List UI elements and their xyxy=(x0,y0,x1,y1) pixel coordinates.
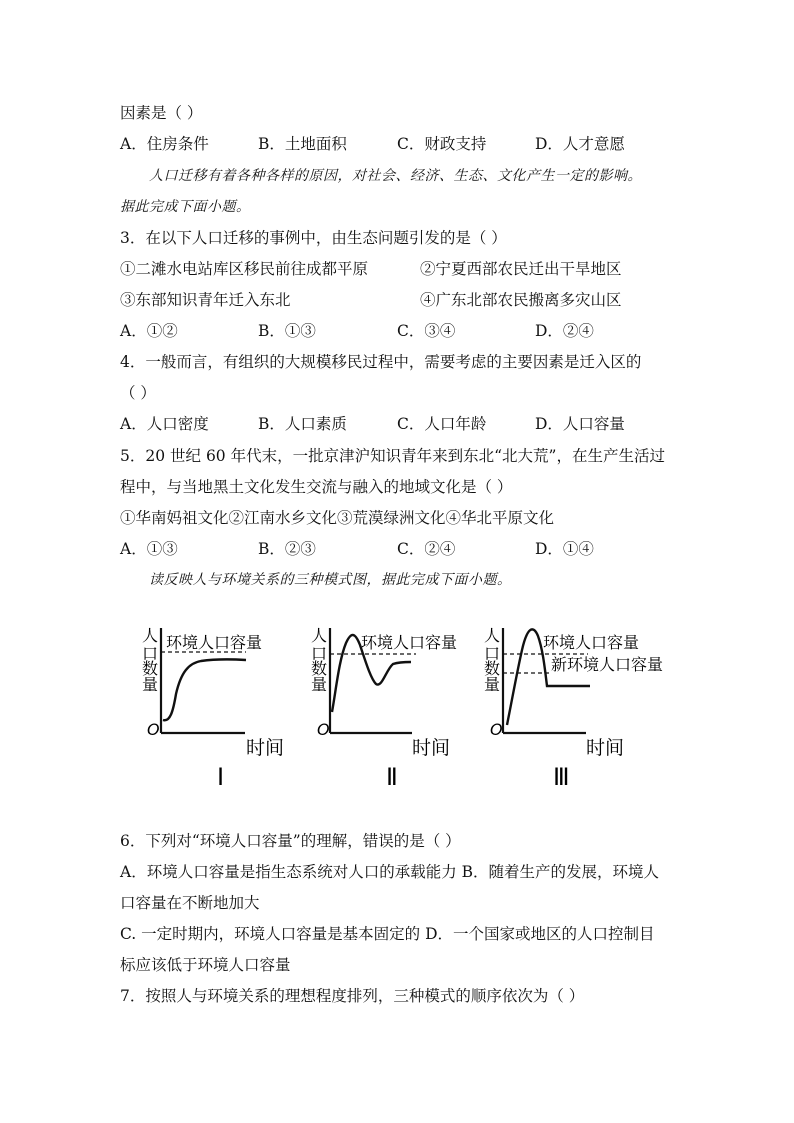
material1-line2: 据此完成下面小题。 xyxy=(120,199,251,215)
material1-line1: 人口迁移有着各种各样的原因，对社会、经济、生态、文化产生一定的影响。 xyxy=(149,168,642,184)
panel-3 xyxy=(484,626,663,791)
q3-item-1: ①二滩水电站库区移民前往成都平原 xyxy=(120,260,369,278)
panel-label: Ⅲ xyxy=(553,763,570,791)
q3-item-3: ③东部知识青年迁入东北 xyxy=(120,291,291,309)
option-b: B．土地面积 xyxy=(258,135,347,153)
y-label-char: 人 xyxy=(142,626,159,645)
q5-stem: 5．20 世纪 60 年代末，一批京津沪知识青年来到东北“北大荒”，在生产生活过 xyxy=(120,447,665,465)
q6-options-line2: 口容量在不断地加大 xyxy=(120,894,260,912)
y-label-char: 量 xyxy=(484,675,501,694)
y-label-char: 数 xyxy=(484,659,501,678)
panel-2 xyxy=(311,626,457,791)
x-axis-label: 时间 xyxy=(586,737,625,759)
panel-label: Ⅰ xyxy=(217,763,225,791)
option-c: C．财政支持 xyxy=(397,135,487,153)
q3-item-4: ④广东北部农民搬离多灾山区 xyxy=(420,291,622,309)
option-a: A．①③ xyxy=(120,540,178,558)
y-label-char: 人 xyxy=(311,626,328,645)
question-tail: 因素是（ ） xyxy=(120,104,203,122)
option-b: B．①③ xyxy=(258,322,316,340)
q5-stem-cont: 程中，与当地黑土文化发生交流与融入的地域文化是（ ） xyxy=(120,478,513,496)
y-label-char: 口 xyxy=(484,644,501,663)
panel-1 xyxy=(142,626,284,791)
y-label-char: 数 xyxy=(142,659,159,678)
panel-label: Ⅱ xyxy=(386,763,398,791)
y-label-char: 口 xyxy=(142,644,159,663)
option-b: B．②③ xyxy=(258,540,316,558)
q7-stem: 7．按照人与环境关系的理想程度排列，三种模式的顺序依次为（ ） xyxy=(120,987,585,1005)
option-c: C．③④ xyxy=(397,322,456,340)
q6-options-line1: A．环境人口容量是指生态系统对人口的承载能力 B．随着生产的发展，环境人 xyxy=(120,863,660,881)
y-label-char: 量 xyxy=(311,675,328,694)
capacity-label: 环境人口容量 xyxy=(543,633,640,652)
q3-stem: 3．在以下人口迁移的事例中，由生态问题引发的是（ ） xyxy=(120,229,507,247)
new-capacity-label: 新环境人口容量 xyxy=(551,655,664,674)
q6-options-line4: 标应该低于环境人口容量 xyxy=(120,956,291,974)
y-label-char: 人 xyxy=(484,626,501,645)
q4-stem: 4．一般而言，有组织的大规模移民过程中，需要考虑的主要因素是迁入区的 xyxy=(120,353,642,371)
y-label-char: 数 xyxy=(311,659,328,678)
option-c: C．②④ xyxy=(397,540,456,558)
y-label-char: 量 xyxy=(142,675,159,694)
population-curve xyxy=(163,659,246,720)
option-d: D．①④ xyxy=(535,540,594,558)
option-a: A．人口密度 xyxy=(120,415,209,433)
option-d: D．人才意愿 xyxy=(535,135,625,153)
origin-label: O xyxy=(317,720,330,739)
q6-options-line3: C. 一定时期内，环境人口容量是基本固定的 D．一个国家或地区的人口控制目 xyxy=(120,925,655,943)
material2: 读反映人与环境关系的三种模式图，据此完成下面小题。 xyxy=(149,572,512,588)
option-a: A．①② xyxy=(120,322,178,340)
option-c: C．人口年龄 xyxy=(397,415,487,433)
capacity-label: 环境人口容量 xyxy=(166,633,263,652)
q4-stem-cont: （ ） xyxy=(120,384,156,402)
q6-stem: 6．下列对“环境人口容量”的理解，错误的是（ ） xyxy=(120,832,461,850)
origin-label: O xyxy=(147,720,160,739)
q5-items: ①华南妈祖文化②江南水乡文化③荒漠绿洲文化④华北平原文化 xyxy=(120,509,555,527)
option-d: D．人口容量 xyxy=(535,415,625,433)
x-axis-label: 时间 xyxy=(412,737,451,759)
origin-label: O xyxy=(490,720,503,739)
option-b: B．人口素质 xyxy=(258,415,347,433)
option-d: D．②④ xyxy=(535,322,594,340)
y-label-char: 口 xyxy=(311,644,328,663)
option-a: A．住房条件 xyxy=(120,135,209,153)
x-axis-label: 时间 xyxy=(246,737,285,759)
capacity-label: 环境人口容量 xyxy=(361,633,458,652)
q3-item-2: ②宁夏西部农民迁出干旱地区 xyxy=(420,260,622,278)
